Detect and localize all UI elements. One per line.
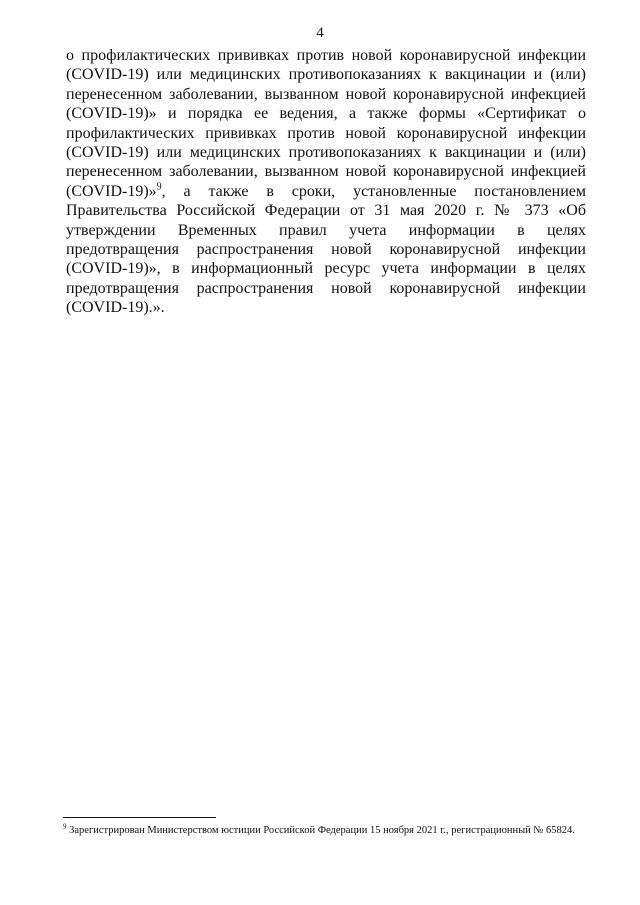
footnote	[63, 824, 623, 837]
footnote-marker: 9	[63, 822, 67, 831]
body-text-part-1: о профилактических прививках против новой коронавирусной инфекции (COVID-19) или медицинских противопоказаниях к вакцинации и (или) перенесенном заболевании, вызванном новой коронавирусной инфекцией (COVID-19)» и порядка ее ведения, а также формы «Сертификат о профилактических прививках против новой коронавирусной инфекции (COVID-19) или медицинских противопоказаниях к вакцинации и (или) перенесенном заболевании, вызванном новой коронавирусной инфекцией (COVID-19)»	[66, 47, 586, 200]
footnote-reference: 9	[156, 181, 162, 193]
page-number: 4	[316, 25, 324, 41]
footnote-separator	[63, 817, 216, 818]
footnote-text: Зарегистрирован Министерством юстиции Российской Федерации 15 ноября 2021 г., регистрационный № 65824.	[66, 825, 575, 836]
body-paragraph	[66, 46, 586, 318]
body-text-part-2: , а также в сроки, установленные постановлением Правительства Российской Федерации от 31 мая 2020 г. № 373 «Об утверждении Временных правил учета информации в целях предотвращения распространения новой коронавирусной инфекции (COVID-19)», в информационный ресурс учета информации в целях предотвращения распространения новой коронавирусной инфекции (COVID-19).».	[66, 182, 586, 317]
